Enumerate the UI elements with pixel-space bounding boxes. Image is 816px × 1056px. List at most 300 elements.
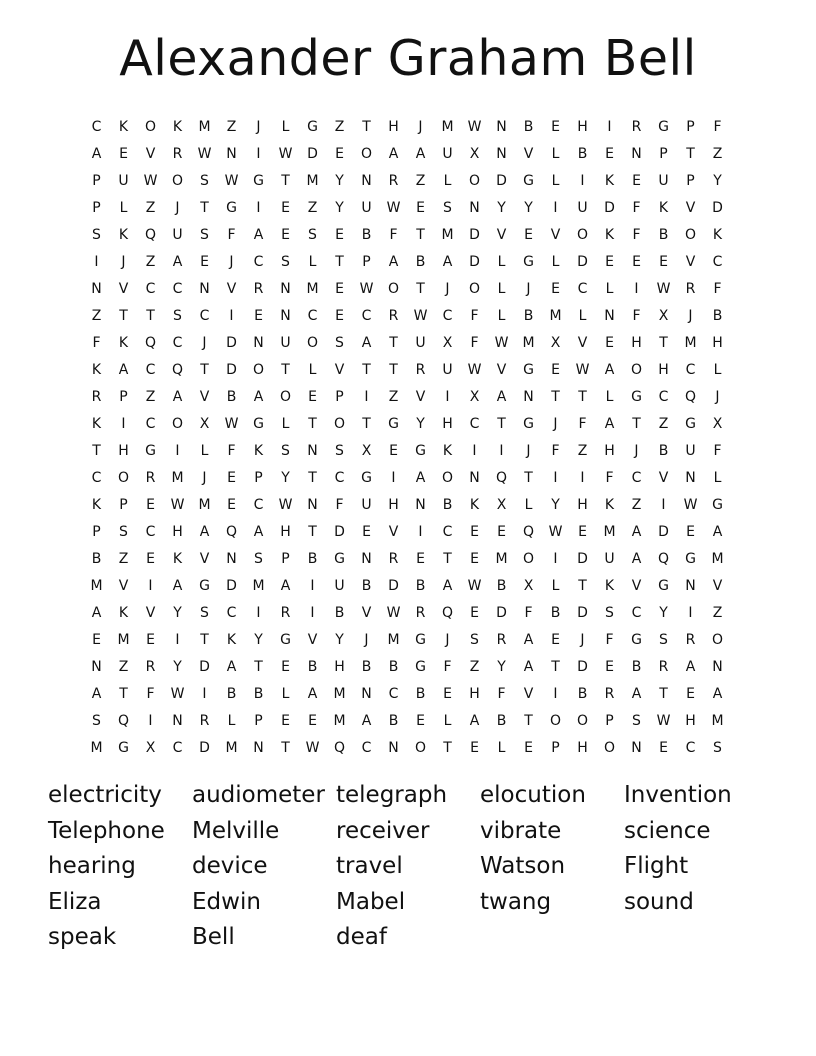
grid-letter[interactable]: Z [577,442,588,459]
grid-letter[interactable]: C [712,253,723,270]
grid-letter[interactable]: O [360,145,373,162]
grid-letter[interactable]: E [605,253,614,270]
grid-letter[interactable]: H [118,442,129,459]
grid-letter[interactable]: A [172,253,183,270]
grid-letter[interactable]: T [254,658,263,675]
grid-letter[interactable]: O [630,361,643,378]
grid-letter[interactable]: L [497,280,506,297]
grid-letter[interactable]: L [551,145,560,162]
grid-letter[interactable]: W [386,604,401,621]
grid-letter[interactable]: A [253,226,264,243]
grid-letter[interactable]: E [119,145,128,162]
grid-letter[interactable]: J [715,388,720,405]
grid-letter[interactable]: Z [226,118,237,135]
grid-letter[interactable]: C [685,361,696,378]
grid-letter[interactable]: F [335,496,344,513]
grid-letter[interactable]: M [306,280,319,297]
grid-letter[interactable]: L [227,712,236,729]
grid-letter[interactable]: I [229,307,234,324]
grid-letter[interactable]: G [280,631,291,648]
grid-letter[interactable]: C [172,739,183,756]
grid-letter[interactable]: S [713,739,722,756]
grid-letter[interactable]: A [172,577,183,594]
grid-letter[interactable]: L [578,307,587,324]
grid-letter[interactable]: B [658,442,669,459]
grid-letter[interactable]: O [603,739,616,756]
grid-letter[interactable]: A [631,550,642,567]
grid-letter[interactable]: J [634,442,639,459]
grid-letter[interactable]: T [362,415,371,432]
grid-letter[interactable]: F [605,631,614,648]
grid-letter[interactable]: I [148,577,153,594]
grid-letter[interactable]: R [388,307,399,324]
grid-letter[interactable]: K [226,631,237,648]
grid-letter[interactable]: X [712,415,723,432]
grid-letter[interactable]: F [227,442,236,459]
grid-letter[interactable]: B [388,658,399,675]
grid-letter[interactable]: N [226,145,237,162]
grid-letter[interactable]: D [577,550,588,567]
grid-letter[interactable]: L [281,415,290,432]
grid-letter[interactable]: O [711,631,724,648]
grid-letter[interactable]: B [253,685,264,702]
grid-letter[interactable]: R [388,550,399,567]
grid-letter[interactable]: O [414,739,427,756]
grid-letter[interactable]: N [280,280,291,297]
grid-letter[interactable]: E [335,226,344,243]
grid-letter[interactable]: S [335,334,344,351]
grid-letter[interactable]: P [659,145,668,162]
grid-letter[interactable]: W [548,523,563,540]
grid-letter[interactable]: M [171,469,184,486]
grid-letter[interactable]: B [307,550,318,567]
grid-letter[interactable]: F [713,280,722,297]
grid-letter[interactable]: P [281,550,290,567]
grid-letter[interactable]: F [578,415,587,432]
grid-letter[interactable]: G [712,496,723,513]
grid-letter[interactable]: U [361,199,372,216]
grid-letter[interactable]: T [551,388,560,405]
grid-letter[interactable]: E [281,226,290,243]
grid-letter[interactable]: Y [497,658,506,675]
grid-letter[interactable]: C [631,469,642,486]
grid-letter[interactable]: O [576,712,589,729]
grid-letter[interactable]: W [467,577,482,594]
grid-letter[interactable]: T [578,577,587,594]
grid-letter[interactable]: V [199,550,210,567]
grid-letter[interactable]: X [550,334,561,351]
grid-letter[interactable]: Z [469,658,480,675]
grid-letter[interactable]: R [91,388,102,405]
grid-letter[interactable]: L [551,172,560,189]
grid-letter[interactable]: W [278,496,293,513]
grid-letter[interactable]: A [631,523,642,540]
grid-letter[interactable]: P [686,118,695,135]
grid-letter[interactable]: L [713,361,722,378]
grid-letter[interactable]: G [523,415,534,432]
grid-letter[interactable]: S [659,631,668,648]
grid-letter[interactable]: M [387,631,400,648]
grid-letter[interactable]: C [307,307,318,324]
grid-letter[interactable]: N [253,739,264,756]
grid-letter[interactable]: O [468,280,481,297]
grid-letter[interactable]: V [550,226,561,243]
grid-letter[interactable]: D [199,739,210,756]
grid-letter[interactable]: R [145,658,156,675]
grid-letter[interactable]: J [688,307,693,324]
grid-letter[interactable]: C [91,469,102,486]
grid-letter[interactable]: K [118,226,129,243]
grid-letter[interactable]: A [415,145,426,162]
grid-letter[interactable]: E [308,712,317,729]
grid-letter[interactable]: V [631,577,642,594]
grid-letter[interactable]: V [199,388,210,405]
grid-letter[interactable]: G [415,631,426,648]
grid-letter[interactable]: U [442,361,453,378]
grid-letter[interactable]: L [200,442,209,459]
grid-letter[interactable]: V [415,388,426,405]
grid-letter[interactable]: Z [658,415,669,432]
grid-letter[interactable]: E [497,523,506,540]
grid-letter[interactable]: M [333,685,346,702]
grid-letter[interactable]: S [605,604,614,621]
grid-letter[interactable]: N [226,550,237,567]
grid-letter[interactable]: S [119,523,128,540]
grid-letter[interactable]: S [92,712,101,729]
grid-letter[interactable]: R [280,604,291,621]
grid-letter[interactable]: U [577,199,588,216]
grid-letter[interactable]: F [605,469,614,486]
grid-letter[interactable]: G [658,118,669,135]
grid-letter[interactable]: B [415,577,426,594]
grid-letter[interactable]: A [388,253,399,270]
grid-letter[interactable]: E [416,199,425,216]
grid-letter[interactable]: T [389,361,398,378]
grid-letter[interactable]: C [253,496,264,513]
grid-letter[interactable]: E [146,496,155,513]
grid-letter[interactable]: N [685,577,696,594]
grid-letter[interactable]: N [91,280,102,297]
grid-letter[interactable]: N [469,469,480,486]
grid-letter[interactable]: Q [225,523,238,540]
grid-letter[interactable]: S [92,226,101,243]
grid-letter[interactable]: A [712,523,723,540]
grid-letter[interactable]: G [415,658,426,675]
grid-letter[interactable]: K [604,226,615,243]
grid-letter[interactable]: R [496,631,507,648]
grid-letter[interactable]: P [254,712,263,729]
grid-letter[interactable]: A [361,334,372,351]
grid-letter[interactable]: W [224,172,239,189]
grid-letter[interactable]: R [172,145,183,162]
grid-letter[interactable]: V [334,361,345,378]
grid-letter[interactable]: B [91,550,102,567]
grid-letter[interactable]: A [604,361,615,378]
grid-letter[interactable]: X [469,145,480,162]
grid-letter[interactable]: K [118,118,129,135]
grid-letter[interactable]: E [281,199,290,216]
grid-letter[interactable]: C [442,307,453,324]
grid-letter[interactable]: U [172,226,183,243]
grid-letter[interactable]: Q [144,226,157,243]
grid-letter[interactable]: E [308,388,317,405]
grid-letter[interactable]: G [631,388,642,405]
grid-letter[interactable]: V [658,469,669,486]
grid-letter[interactable]: T [308,469,317,486]
grid-letter[interactable]: I [148,712,153,729]
grid-letter[interactable]: E [92,631,101,648]
grid-letter[interactable]: I [580,172,585,189]
grid-letter[interactable]: E [227,496,236,513]
grid-letter[interactable]: H [172,523,183,540]
grid-letter[interactable]: I [472,442,477,459]
grid-letter[interactable]: J [202,334,207,351]
grid-letter[interactable]: O [549,712,562,729]
grid-letter[interactable]: K [604,496,615,513]
grid-letter[interactable]: W [656,280,671,297]
grid-letter[interactable]: Z [415,172,426,189]
grid-letter[interactable]: H [577,496,588,513]
grid-letter[interactable]: I [553,199,558,216]
grid-letter[interactable]: C [226,604,237,621]
grid-letter[interactable]: F [470,307,479,324]
grid-letter[interactable]: G [253,172,264,189]
grid-letter[interactable]: Y [497,199,506,216]
grid-letter[interactable]: E [281,712,290,729]
grid-letter[interactable]: D [388,577,399,594]
grid-letter[interactable]: L [497,307,506,324]
grid-letter[interactable]: T [200,199,209,216]
grid-letter[interactable]: R [685,280,696,297]
grid-letter[interactable]: I [175,631,180,648]
grid-letter[interactable]: H [577,739,588,756]
grid-letter[interactable]: H [658,361,669,378]
grid-letter[interactable]: T [335,253,344,270]
grid-letter[interactable]: O [333,415,346,432]
grid-letter[interactable]: H [469,685,480,702]
grid-letter[interactable]: Y [173,604,182,621]
grid-letter[interactable]: H [577,118,588,135]
grid-letter[interactable]: B [415,685,426,702]
grid-letter[interactable]: A [361,712,372,729]
grid-letter[interactable]: C [145,523,156,540]
grid-letter[interactable]: Z [334,118,345,135]
grid-letter[interactable]: N [361,685,372,702]
grid-letter[interactable]: X [469,388,480,405]
grid-letter[interactable]: W [197,145,212,162]
grid-letter[interactable]: I [310,604,315,621]
grid-letter[interactable]: Z [145,388,156,405]
grid-letter[interactable]: F [551,442,560,459]
grid-letter[interactable]: S [632,712,641,729]
grid-letter[interactable]: B [658,226,669,243]
grid-letter[interactable]: O [468,172,481,189]
grid-letter[interactable]: D [226,334,237,351]
grid-letter[interactable]: D [712,199,723,216]
grid-letter[interactable]: S [200,226,209,243]
grid-letter[interactable]: T [443,739,452,756]
grid-letter[interactable]: Q [657,550,670,567]
grid-letter[interactable]: N [604,307,615,324]
grid-letter[interactable]: E [335,280,344,297]
grid-letter[interactable]: F [227,226,236,243]
grid-letter[interactable]: W [494,334,509,351]
grid-letter[interactable]: T [92,442,101,459]
grid-letter[interactable]: I [580,469,585,486]
grid-letter[interactable]: V [145,145,156,162]
grid-letter[interactable]: D [469,226,480,243]
grid-letter[interactable]: E [227,469,236,486]
grid-letter[interactable]: T [119,685,128,702]
grid-letter[interactable]: L [551,253,560,270]
grid-letter[interactable]: Z [712,145,723,162]
grid-letter[interactable]: G [685,550,696,567]
grid-letter[interactable]: Q [117,712,130,729]
grid-letter[interactable]: L [551,577,560,594]
grid-letter[interactable]: F [389,226,398,243]
grid-letter[interactable]: E [470,739,479,756]
grid-letter[interactable]: R [415,361,426,378]
grid-letter[interactable]: E [551,280,560,297]
grid-letter[interactable]: G [145,442,156,459]
grid-letter[interactable]: R [658,658,669,675]
grid-letter[interactable]: E [524,226,533,243]
grid-letter[interactable]: L [443,172,452,189]
grid-letter[interactable]: C [145,280,156,297]
grid-letter[interactable]: N [496,118,507,135]
grid-letter[interactable]: Q [495,469,508,486]
grid-letter[interactable]: A [280,577,291,594]
grid-letter[interactable]: Y [659,604,668,621]
grid-letter[interactable]: S [308,226,317,243]
grid-letter[interactable]: W [656,712,671,729]
grid-letter[interactable]: N [307,496,318,513]
grid-letter[interactable]: N [415,496,426,513]
grid-letter[interactable]: E [524,739,533,756]
grid-letter[interactable]: P [551,739,560,756]
grid-letter[interactable]: G [226,199,237,216]
grid-letter[interactable]: A [442,577,453,594]
grid-letter[interactable]: C [361,307,372,324]
grid-letter[interactable]: M [522,334,535,351]
grid-letter[interactable]: G [523,253,534,270]
grid-letter[interactable]: D [469,253,480,270]
grid-letter[interactable]: H [280,523,291,540]
grid-letter[interactable]: R [388,172,399,189]
grid-letter[interactable]: V [496,226,507,243]
grid-letter[interactable]: G [415,442,426,459]
grid-letter[interactable]: E [605,145,614,162]
grid-letter[interactable]: W [224,415,239,432]
grid-letter[interactable]: C [469,415,480,432]
grid-letter[interactable]: E [281,658,290,675]
grid-letter[interactable]: C [577,280,588,297]
grid-letter[interactable]: Q [144,334,157,351]
grid-letter[interactable]: H [604,442,615,459]
grid-letter[interactable]: C [442,523,453,540]
grid-letter[interactable]: M [225,739,238,756]
grid-letter[interactable]: N [469,199,480,216]
grid-letter[interactable]: E [470,523,479,540]
grid-letter[interactable]: W [143,172,158,189]
grid-letter[interactable]: C [172,334,183,351]
grid-letter[interactable]: T [578,388,587,405]
grid-letter[interactable]: I [175,442,180,459]
grid-letter[interactable]: A [91,145,102,162]
grid-letter[interactable]: P [119,496,128,513]
grid-letter[interactable]: E [632,253,641,270]
grid-letter[interactable]: Z [712,604,723,621]
grid-letter[interactable]: B [388,712,399,729]
grid-letter[interactable]: Z [91,307,102,324]
grid-letter[interactable]: Y [335,172,344,189]
grid-letter[interactable]: J [229,253,234,270]
grid-letter[interactable]: N [361,172,372,189]
grid-letter[interactable]: I [391,469,396,486]
grid-letter[interactable]: M [117,631,130,648]
grid-letter[interactable]: B [712,307,723,324]
grid-letter[interactable]: N [307,442,318,459]
grid-letter[interactable]: L [524,496,533,513]
grid-letter[interactable]: M [603,523,616,540]
grid-letter[interactable]: D [577,658,588,675]
grid-letter[interactable]: Y [551,496,560,513]
grid-letter[interactable]: D [577,604,588,621]
grid-letter[interactable]: I [553,685,558,702]
grid-letter[interactable]: H [685,712,696,729]
grid-letter[interactable]: V [577,334,588,351]
grid-letter[interactable]: Z [631,496,642,513]
grid-letter[interactable]: B [523,307,534,324]
grid-letter[interactable]: I [364,388,369,405]
grid-letter[interactable]: S [335,442,344,459]
grid-letter[interactable]: O [576,226,589,243]
grid-letter[interactable]: T [362,361,371,378]
grid-letter[interactable]: P [362,253,371,270]
grid-letter[interactable]: K [118,334,129,351]
grid-letter[interactable]: T [146,307,155,324]
grid-letter[interactable]: Q [441,604,454,621]
grid-letter[interactable]: I [499,442,504,459]
grid-letter[interactable]: B [334,604,345,621]
grid-letter[interactable]: M [711,712,724,729]
grid-letter[interactable]: R [415,604,426,621]
grid-letter[interactable]: Y [713,172,722,189]
grid-letter[interactable]: Y [416,415,425,432]
grid-letter[interactable]: F [632,307,641,324]
grid-letter[interactable]: I [445,388,450,405]
grid-letter[interactable]: U [658,172,669,189]
grid-letter[interactable]: M [495,550,508,567]
grid-letter[interactable]: M [198,496,211,513]
grid-letter[interactable]: L [281,118,290,135]
grid-letter[interactable]: T [200,631,209,648]
grid-letter[interactable]: L [119,199,128,216]
grid-letter[interactable]: B [361,658,372,675]
grid-letter[interactable]: C [253,253,264,270]
grid-letter[interactable]: G [361,469,372,486]
grid-letter[interactable]: X [523,577,534,594]
grid-letter[interactable]: D [307,145,318,162]
grid-letter[interactable]: X [199,415,210,432]
grid-letter[interactable]: N [712,658,723,675]
grid-letter[interactable]: U [442,145,453,162]
grid-letter[interactable]: O [144,118,157,135]
grid-letter[interactable]: K [604,577,615,594]
grid-letter[interactable]: Z [145,199,156,216]
grid-letter[interactable]: V [145,604,156,621]
grid-letter[interactable]: S [470,631,479,648]
